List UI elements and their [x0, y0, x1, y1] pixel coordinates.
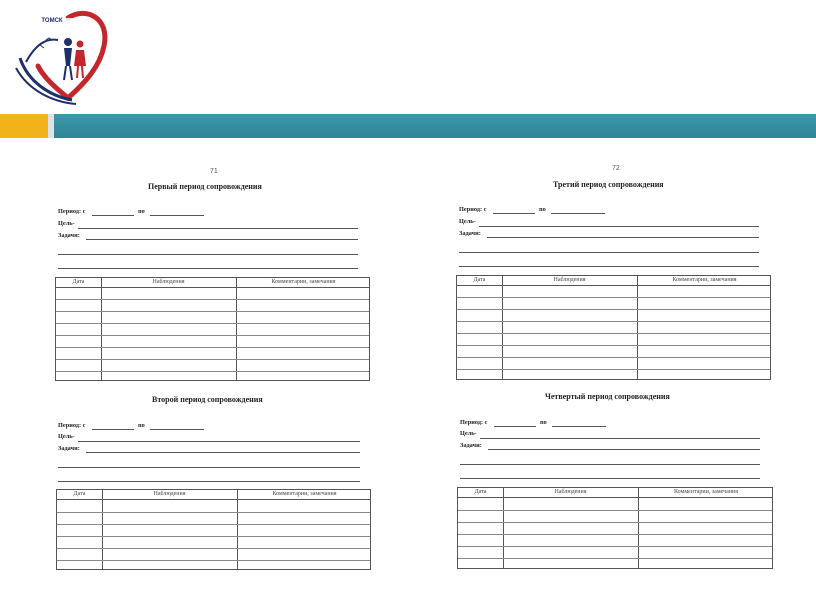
period-to-line	[150, 215, 204, 216]
section-title: Третий период сопровождения	[553, 180, 664, 189]
period-to-line	[552, 426, 606, 427]
header-band	[54, 114, 816, 138]
page-number: 72	[612, 165, 620, 172]
column-header-observations: Наблюдения	[554, 489, 587, 495]
column-divider	[502, 276, 503, 379]
column-header-date: Дата	[474, 489, 487, 495]
period-to-label: по	[138, 208, 145, 215]
column-header-comments: Комментарии, замечания	[271, 279, 336, 285]
column-divider	[503, 488, 504, 568]
table-row	[57, 536, 370, 537]
column-header-comments: Комментарии, замечания	[673, 489, 739, 495]
goal-line	[480, 438, 760, 439]
table-row	[457, 357, 770, 358]
column-divider	[637, 276, 638, 379]
table-row	[56, 371, 369, 372]
period-label: Период: с	[459, 206, 487, 213]
column-divider	[102, 490, 103, 569]
table-row	[458, 510, 772, 511]
period-to-label: по	[138, 422, 145, 429]
tasks-line	[86, 452, 360, 453]
column-header-observations: Наблюдения	[153, 491, 186, 497]
table-row	[57, 548, 370, 549]
table-row	[458, 534, 772, 535]
table-row	[458, 558, 772, 559]
tasks-line	[58, 268, 358, 269]
page-number: 71	[210, 168, 218, 175]
period-to-line	[150, 429, 204, 430]
period-from-line	[493, 213, 535, 214]
table-row	[458, 546, 772, 547]
section-title: Первый период сопровождения	[148, 182, 262, 191]
table-row	[56, 299, 369, 300]
column-header-date: Дата	[72, 279, 85, 285]
table-row	[56, 335, 369, 336]
period-label: Период: с	[460, 419, 488, 426]
tasks-label: Задачи:	[58, 232, 80, 239]
table-row	[57, 524, 370, 525]
column-divider	[237, 490, 238, 569]
column-header-comments: Комментарии, замечания	[672, 277, 737, 283]
table-row	[56, 311, 369, 312]
column-header-comments: Комментарии, замечания	[272, 491, 337, 497]
table-row	[56, 359, 369, 360]
logo-title: ТОМСК	[41, 18, 63, 24]
tasks-label: Задачи:	[459, 230, 481, 237]
tasks-line	[86, 239, 358, 240]
observation-table	[55, 277, 370, 381]
section-title: Четвертый период сопровождения	[545, 392, 670, 401]
period-to-line	[551, 213, 605, 214]
period-label: Период: с	[58, 422, 86, 429]
tasks-label: Задачи:	[58, 445, 80, 452]
table-row	[57, 512, 370, 513]
section-title: Второй период сопровождения	[152, 395, 263, 404]
goal-line	[78, 228, 358, 229]
tasks-line	[487, 237, 759, 238]
tasks-line	[58, 254, 358, 255]
header-band-accent	[0, 114, 48, 138]
tasks-label: Задачи:	[460, 442, 482, 449]
table-row	[57, 560, 370, 561]
column-header-observations: Наблюдения	[553, 277, 586, 283]
table-row	[457, 321, 770, 322]
column-divider	[236, 278, 237, 380]
column-header-observations: Наблюдения	[152, 279, 185, 285]
table-row	[457, 333, 770, 334]
goal-line	[78, 441, 360, 442]
tasks-line	[488, 449, 760, 450]
period-to-label: по	[540, 419, 547, 426]
column-divider	[101, 278, 102, 380]
table-row	[56, 323, 369, 324]
goal-label: Цель-	[58, 220, 75, 227]
table-row	[457, 297, 770, 298]
goal-label: Цель-	[58, 433, 75, 440]
period-to-label: по	[539, 206, 546, 213]
column-header-date: Дата	[473, 277, 486, 283]
tasks-line	[58, 467, 360, 468]
period-from-line	[494, 426, 536, 427]
table-row	[457, 345, 770, 346]
tasks-line	[460, 464, 760, 465]
goal-label: Цель-	[460, 430, 477, 437]
period-from-line	[92, 429, 134, 430]
column-header-date: Дата	[73, 491, 86, 497]
observation-table	[457, 487, 773, 569]
tasks-line	[459, 252, 759, 253]
column-divider	[638, 488, 639, 568]
tasks-line	[58, 481, 360, 482]
table-row	[457, 369, 770, 370]
table-row	[457, 309, 770, 310]
observation-table	[456, 275, 771, 380]
table-row	[458, 522, 772, 523]
table-row	[56, 347, 369, 348]
tasks-line	[459, 266, 759, 267]
observation-table	[56, 489, 371, 570]
tasks-line	[460, 478, 760, 479]
period-from-line	[92, 215, 134, 216]
period-label: Период: с	[58, 208, 86, 215]
logo-caption	[22, 18, 82, 24]
goal-line	[479, 226, 759, 227]
goal-label: Цель-	[459, 218, 476, 225]
